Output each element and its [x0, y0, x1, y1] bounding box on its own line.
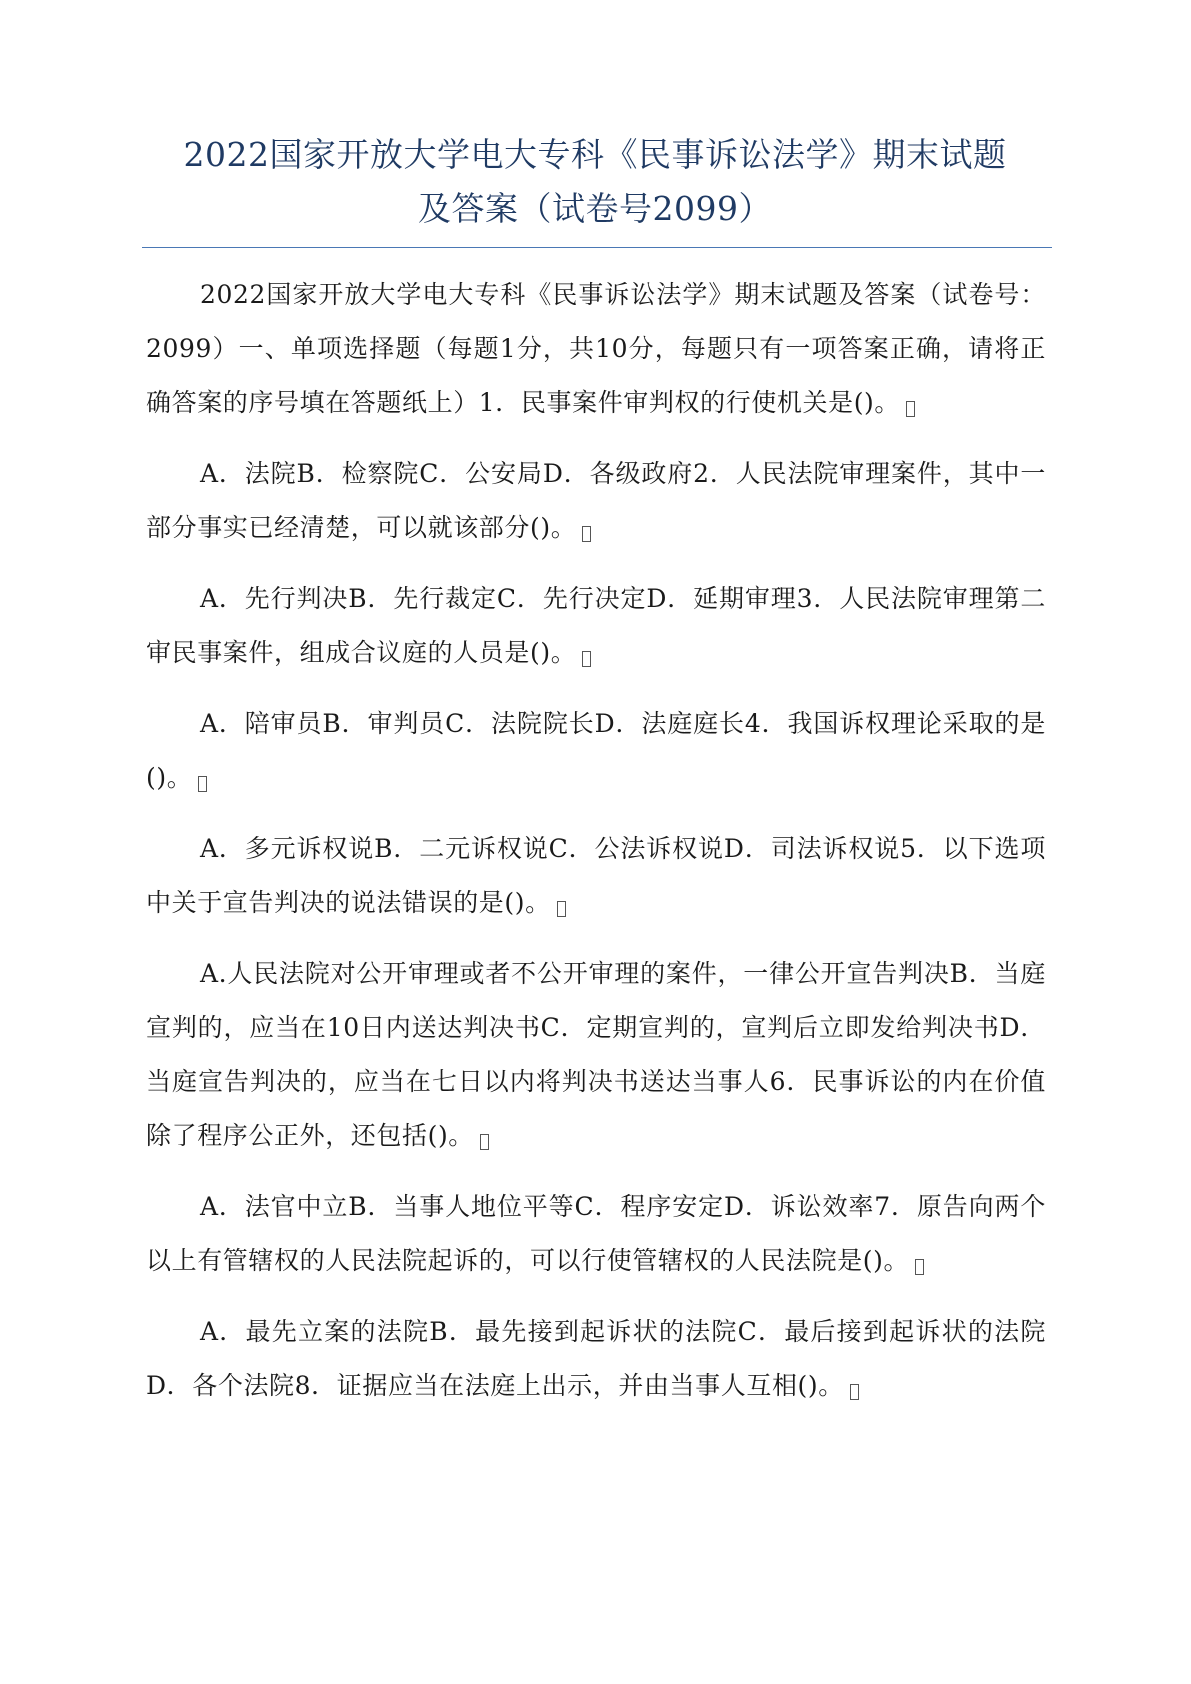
paragraph: [146, 947, 1046, 1163]
paragraph: [146, 697, 1046, 805]
paragraph-text: A．先行判决B．先行裁定C．先行决定D．延期审理3．人民法院审理第二审民事案件，组成合议庭的人员是()。: [146, 584, 1046, 667]
paragraph-end-mark-icon: [480, 1134, 489, 1150]
paragraph-end-mark-icon: [198, 776, 207, 792]
title-line-2: 及答案（试卷号2099）: [418, 189, 772, 228]
paragraph-end-mark-icon: [582, 526, 591, 542]
paragraph: [146, 1180, 1046, 1288]
document-title: [140, 128, 1050, 236]
paragraph: [146, 268, 1046, 430]
paragraph: [146, 822, 1046, 930]
paragraph: [146, 447, 1046, 555]
document-body: [146, 268, 1046, 1430]
paragraph-end-mark-icon: [906, 401, 915, 417]
paragraph-text: 2022国家开放大学电大专科《民事诉讼法学》期末试题及答案（试卷号：2099）一、单项选择题（每题1分，共10分，每题只有一项答案正确，请将正确答案的序号填在答题纸上）1．民事案件审判权的行使机关是()。: [146, 280, 1046, 417]
paragraph-text: A．陪审员B．审判员C．法院院长D．法庭庭长4．我国诉权理论采取的是()。: [146, 709, 1046, 792]
paragraph-text: A.人民法院对公开审理或者不公开审理的案件，一律公开宣告判决B．当庭宣判的，应当在10日内送达判决书C．定期宣判的，宣判后立即发给判决书D．当庭宣告判决的，应当在七日以内将判决书送达当事人6．民事诉讼的内在价值除了程序公正外，还包括()。: [146, 959, 1046, 1150]
paragraph-text: A．法官中立B．当事人地位平等C．程序安定D．诉讼效率7．原告向两个以上有管辖权的人民法院起诉的，可以行使管辖权的人民法院是()。: [146, 1192, 1046, 1275]
paragraph-end-mark-icon: [582, 651, 591, 667]
paragraph-end-mark-icon: [557, 901, 566, 917]
paragraph-end-mark-icon: [915, 1259, 924, 1275]
paragraph-end-mark-icon: [850, 1384, 859, 1400]
paragraph-text: A．法院B．检察院C．公安局D．各级政府2．人民法院审理案件，其中一部分事实已经清楚，可以就该部分()。: [146, 459, 1046, 542]
paragraph: [146, 1305, 1046, 1413]
paragraph: [146, 572, 1046, 680]
paragraph-text: A．多元诉权说B．二元诉权说C．公法诉权说D．司法诉权说5．以下选项中关于宣告判决的说法错误的是()。: [146, 834, 1046, 917]
paragraph-text: A．最先立案的法院B．最先接到起诉状的法院C．最后接到起诉状的法院D．各个法院8．证据应当在法庭上出示，并由当事人互相()。: [146, 1317, 1046, 1400]
title-line-1: 2022国家开放大学电大专科《民事诉讼法学》期末试题: [183, 135, 1007, 174]
title-divider: [142, 247, 1052, 248]
